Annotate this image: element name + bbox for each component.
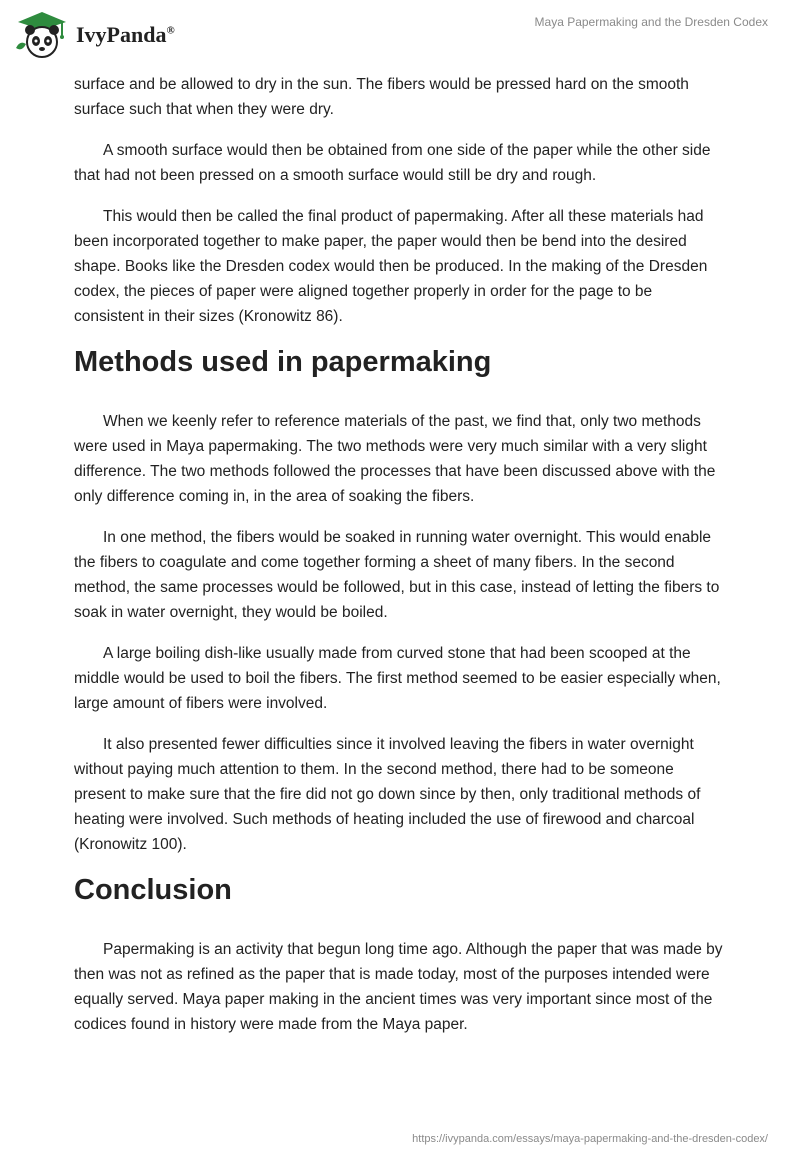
panda-graduate-icon — [14, 8, 70, 60]
section-heading-conclusion: Conclusion — [74, 874, 232, 906]
document-title: Maya Papermaking and the Dresden Codex — [534, 15, 768, 29]
page-header — [0, 0, 800, 70]
paragraph: When we keenly refer to reference materials of the past, we find that, only two methods were used in Maya papermaking. The two methods were very much similar with a very slight difference. The two methods followed the processes that have been discussed above with the only difference coming in, in the area of soaking the fibers. — [74, 413, 716, 505]
paragraph: It also presented fewer difficulties since it involved leaving the fibers in water overnight without paying much attention to them. In the second method, there had to be someone present to make sure that the fire did not go down since by then, only traditional methods of heating were involved. Such methods of heating included the use of firewood and charcoal (Kronowitz 100). — [74, 736, 701, 853]
paragraph: This would then be called the final product of papermaking. After all these materials had been incorporated together to make paper, the paper would then be bend into the desired shape. Books like the Dresden codex would then be produced. In the making of the Dresden codex, the pieces of paper were aligned together properly in order for the page to be consistent in their sizes (Kronowitz 86). — [74, 208, 708, 325]
essay-body — [74, 72, 726, 1053]
paragraph: A large boiling dish-like usually made from curved stone that had been scooped at the middle would be used to boil the fibers. The first method seemed to be easier especially when, large amount of fibers were involved. — [74, 645, 721, 712]
paragraph: In one method, the fibers would be soaked in running water overnight. This would enable the fibers to coagulate and come together forming a sheet of many fibers. In the second method, the same processes would be followed, but in this case, instead of letting the fibers to soak in water overnight, they would be boiled. — [74, 529, 720, 621]
source-url-link[interactable]: https://ivypanda.com/essays/maya-papermaking-and-the-dresden-codex/ — [412, 1133, 768, 1145]
paragraph: surface and be allowed to dry in the sun. The fibers would be pressed hard on the smooth surface such that when they were dry. — [74, 76, 689, 118]
brand-name: IvyPanda® — [76, 22, 175, 47]
section-heading-methods: Methods used in papermaking — [74, 346, 492, 378]
ivypanda-logo[interactable] — [14, 8, 175, 60]
paragraph: A smooth surface would then be obtained from one side of the paper while the other side that had not been pressed on a smooth surface would still be dry and rough. — [74, 142, 711, 184]
paragraph: Papermaking is an activity that begun long time ago. Although the paper that was made by then was not as refined as the paper that is made today, most of the purposes intended were equally served. Maya paper making in the ancient times was very important since most of the codices found in history were made from the Maya paper. — [74, 941, 723, 1033]
